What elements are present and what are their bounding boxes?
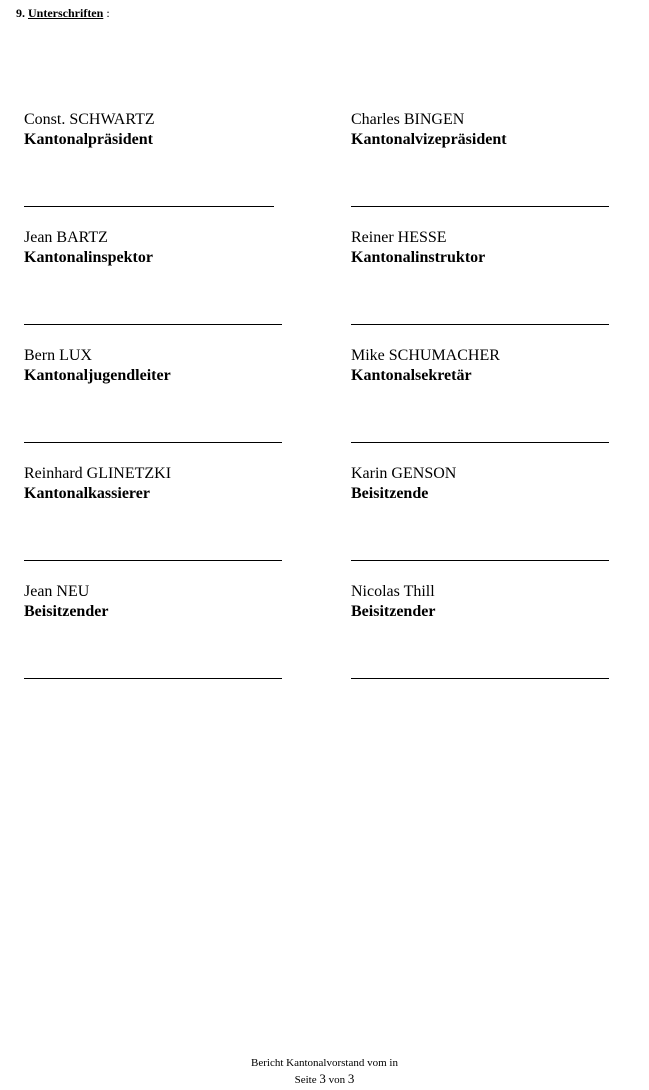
signature-line [351,678,609,679]
footer-page-prefix: Seite [294,1074,317,1086]
signature-line [24,678,282,679]
signatory-role: Kantonalinspektor [24,249,153,266]
signature-line [351,442,609,443]
signatory-block [24,582,108,622]
signatory-role: Beisitzender [24,603,109,620]
signatory-role: Kantonalpräsident [24,131,153,148]
footer-page-total: 3 [347,1071,355,1086]
signatory-name: Reinhard GLINETZKI [24,465,172,482]
signature-line [24,442,282,443]
signatory-role: Kantonaljugendleiter [24,367,171,384]
section-heading [16,6,110,20]
signatory-block [351,346,500,386]
signatory-block [351,582,435,622]
section-colon: : [106,6,110,20]
signatory-name: Charles BINGEN [351,111,465,128]
signatory-block [24,228,153,268]
signatory-name: Reiner HESSE [351,229,447,246]
signatory-block [24,110,155,150]
signatory-role: Beisitzende [351,485,429,502]
signatory-block [351,464,456,504]
signatory-name: Const. SCHWARTZ [24,111,155,128]
signature-line [351,206,609,207]
signature-line [351,560,609,561]
signature-line [24,560,282,561]
signature-line [24,324,282,325]
footer-page-current: 3 [319,1071,326,1086]
signature-line [351,324,609,325]
footer-page-separator: von [328,1074,346,1086]
signatory-name: Bern LUX [24,347,92,364]
signatory-name: Jean NEU [24,583,90,600]
signatory-name: Karin GENSON [351,465,457,482]
signatory-role: Kantonalsekretär [351,367,472,384]
signatory-name: Nicolas Thill [351,583,435,600]
footer-page-indicator [0,1071,649,1088]
signatory-name: Mike SCHUMACHER [351,347,500,364]
page-footer [0,1056,649,1088]
signatory-block [24,346,171,386]
footer-report-title: Bericht Kantonalvorstand vom in [251,1057,398,1069]
signatory-name: Jean BARTZ [24,229,108,246]
signatory-role: Kantonalvizepräsident [351,131,507,148]
section-number: 9. [16,6,25,20]
signatory-block [24,464,171,504]
signatory-block [351,228,485,268]
signature-line [24,206,274,207]
signatory-block [351,110,507,150]
signatory-role: Beisitzender [351,603,436,620]
signatory-role: Kantonalkassierer [24,485,150,502]
section-title: Unterschriften [28,6,104,20]
signatory-role: Kantonalinstruktor [351,249,486,266]
